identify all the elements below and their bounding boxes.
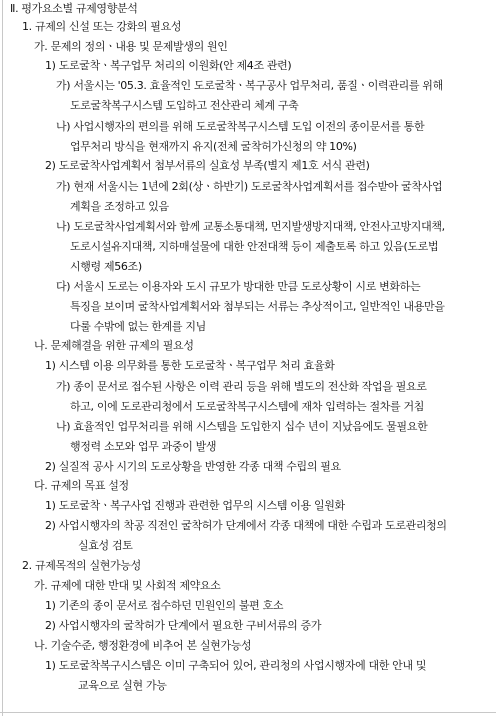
body-text: 1) 도로굴착복구시스템은 이미 구축되어 있어, 관리청의 사업시행자에 대한 안내 및 [45,659,427,672]
body-text: 나) 효율적인 업무처리를 위해 시스템을 도입한지 십수 년이 지났음에도 물필요한 [56,420,428,433]
body-text: 2) 사업시행자의 착공 직전인 굴착허가 단계에서 각종 대책에 대한 수립과 도로관리청의 [45,519,447,532]
body-text: 나) 도로굴착사업계획서와 함께 교통소통대책, 먼지발생방지대책, 안전사고방지대책, [56,220,445,233]
body-text: 2) 사업시행자의 굴착허가 단계에서 필요한 구비서류의 증가 [45,619,322,632]
section-heading: Ⅱ. 평가요소별 규제영향분석 [10,2,138,15]
body-text: 특징을 보이며 굴착사업계획서와 첨부되는 서류는 추상적이고, 일반적인 내용만을 [70,300,445,313]
body-text: 가) 종이 문서로 접수된 사항은 이력 관리 등을 위해 별도의 전산화 작업을 필요로 [56,380,427,393]
page-bottom-edge [0,712,496,713]
item-heading: 1) 도로굴착ㆍ복구업무 처리의 이원화(안 제4조 관련) [45,59,292,72]
item-heading: 다. 규제의 목표 설정 [34,479,129,492]
body-text: 업무처리 방식을 현재까지 유지(전체 굴착허가신청의 약 10%) [70,140,357,153]
body-text: 1) 도로굴착ㆍ복구사업 진행과 관련한 업무의 시스템 이용 일원화 [45,499,345,512]
item-heading: 가. 문제의 정의ㆍ내용 및 문제발생의 원인 [34,40,228,53]
body-text: 나) 사업시행자의 편의를 위해 도로굴착복구시스템 도입 이전의 종이문서를 통한 [56,120,425,133]
body-text: 계획을 조정하고 있음 [70,200,169,213]
item-heading: 가. 규제에 대한 반대 및 사회적 제약요소 [34,579,221,592]
page-left-edge [2,0,3,716]
body-text: 도로굴착복구시스템 도입하고 전산관리 체계 구축 [70,99,299,112]
item-heading: 2) 실질적 공사 시기의 도로상황을 반영한 각종 대책 수립의 필요 [45,460,341,473]
body-text: 행정력 소모와 업무 과중이 발생 [70,440,217,453]
body-text: 시행령 제56조) [70,260,142,273]
body-text: 교육으로 실현 가능 [78,679,167,692]
body-text: 1) 기존의 종이 문서로 접수하던 민원인의 불편 호소 [45,599,284,612]
body-text: 하고, 이에 도로관리청에서 도로굴착복구시스템에 재차 입력하는 절차를 거침 [70,400,425,413]
body-text: 다룰 수밖에 없는 한계를 지님 [70,320,206,333]
body-text: 다) 서울시 도로는 이용자와 도시 규모가 방대한 만큼 도로상황이 시로 변화하는 [56,280,421,293]
subsection-heading: 2. 규제목적의 실현가능성 [22,559,141,572]
item-heading: 1) 시스템 이용 의무화를 통한 도로굴착ㆍ복구업무 처리 효율화 [45,359,335,372]
item-heading: 나. 문제해결을 위한 규제의 필요성 [34,339,194,352]
body-text: 가) 현재 서울시는 1년에 2회(상ㆍ하반기) 도로굴착사업계획서를 접수받아 굴착사업 [56,180,443,193]
subsection-heading: 1. 규제의 신설 또는 강화의 필요성 [22,20,182,33]
body-text: 실효성 검토 [78,539,133,552]
item-heading: 2) 도로굴착사업계획서 첨부서류의 실효성 부족(별지 제1호 서식 관련) [45,159,370,172]
body-text: 가) 서울시는 '05.3. 효율적인 도로굴착ㆍ복구공사 업무처리, 품질ㆍ이력관리를 위해 [56,79,443,92]
body-text: 도로시설유지대책, 지하매설물에 대한 안전대책 등이 제출토록 하고 있음(도로법 [70,240,439,253]
item-heading: 나. 기술수준, 행정환경에 비추어 본 실현가능성 [34,639,252,652]
